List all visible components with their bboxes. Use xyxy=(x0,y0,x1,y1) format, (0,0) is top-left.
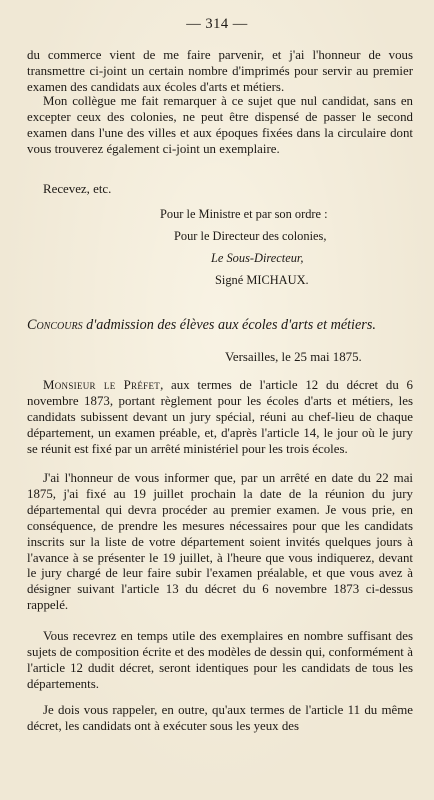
paragraph-text: du commerce vient de me faire parvenir, et j'ai l'honneur de vous transmettre ci-joint un certain nombre d'imprimés pour servir au premier examen des candidats aux écoles d'arts et métiers. xyxy=(27,48,413,94)
paragraph-text: J'ai l'honneur de vous informer que, par un arrêté en date du 22 mai 1875, j'ai fixé au 19 juillet prochain la date de la réunion du jury départemental qui devra procéder au premier examen. Je vous prie, en conséquence, de prendre les mesures nécessaires pour que les candidats inscrits sur la liste de votre département soient invités quelques jours à l'avance à se présenter le 19 juillet, à l'heure que vous indiquerez, devant le jury chargé de leur faire subir l'examen préalable, et que vous avez à désigner suivant l'article 13 du décret du 6 novembre 1873 ci-dessus rappelé. xyxy=(27,471,413,613)
signature-line-2: Pour le Directeur des colonies, xyxy=(174,229,327,243)
section-heading xyxy=(27,316,417,334)
closing-formula: Recevez, etc. xyxy=(43,182,112,196)
paragraph-text: Je dois vous rappeler, en outre, qu'aux termes de l'article 11 du même décret, les candidats ont à exécuter sous les yeux des xyxy=(27,703,413,733)
paragraph-decree xyxy=(27,378,413,458)
page-number: — 314 — xyxy=(186,16,248,32)
paragraph-closing xyxy=(27,182,413,198)
paragraph-text: Vous recevrez en temps utile des exemplaires en nombre suffisant des sujets de composition écrite et des modèles de dessin qui, conformément à l'article 12 dudit décret, seront identiques pour les candidats de tous les départements. xyxy=(27,629,413,691)
dateline: Versailles, le 25 mai 1875. xyxy=(225,350,362,364)
paragraph-jury-date xyxy=(27,471,413,614)
signature-line-3: Le Sous-Directeur, xyxy=(211,251,304,265)
paragraph-exemplaires xyxy=(27,629,413,693)
signature-line-1: Pour le Ministre et par son ordre : xyxy=(160,207,328,221)
heading-rest: d'admission des élèves aux écoles d'arts et métiers. xyxy=(82,317,376,333)
heading-lead: Concours xyxy=(27,317,83,333)
paragraph-continuation xyxy=(27,48,413,96)
salutation: Monsieur le Préfet xyxy=(43,378,161,392)
paragraph-reminder xyxy=(27,703,413,735)
paragraph-text: Mon collègue me fait remarquer à ce sujet que nul candidat, sans en excepter ceux des colonies, ne peut être dispensé de passer le second examen dans l'une des villes et aux époques fixées dans la circulaire dont vous trouverez également ci-joint un exemplaire. xyxy=(27,94,413,156)
paragraph-colleague-remark xyxy=(27,94,413,158)
signature-line-4: Signé MICHAUX. xyxy=(215,273,309,287)
paragraph-text xyxy=(27,378,413,458)
paragraph-body: , aux termes de l'article 12 du décret du 6 novembre 1873, portant règlement pour les écoles d'arts et métiers, les candidats subissent devant un jury spécial, réuni au chef-lieu de chaque département, un examen préable, et, d'après l'article 14, le jour où le jury se réunit est fixé par un arrêté ministériel pour les trois écoles. xyxy=(27,378,413,456)
